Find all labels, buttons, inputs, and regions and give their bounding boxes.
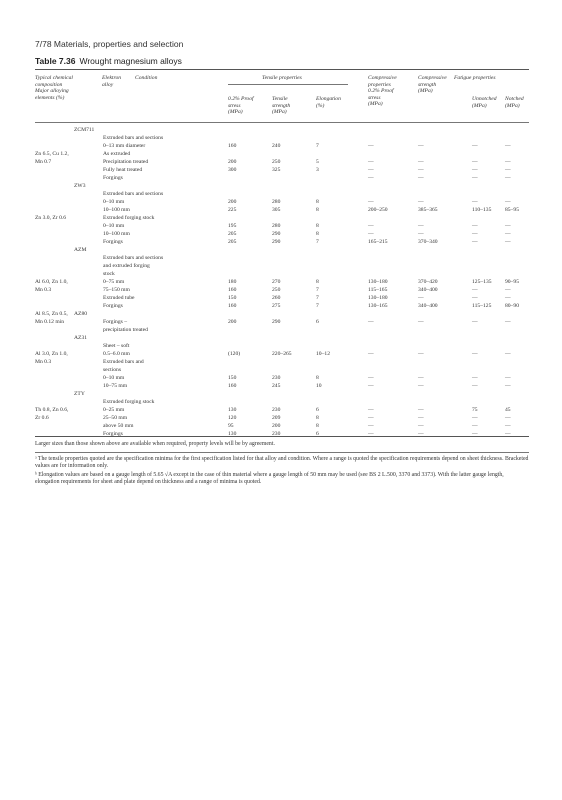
cell-uts: 200	[272, 423, 281, 429]
cell-proof: 160	[228, 303, 237, 309]
cell-un: —	[472, 383, 478, 389]
cell-cond: above 50 mm	[103, 423, 134, 429]
cell-un: —	[472, 375, 478, 381]
cell-el: 8	[316, 231, 319, 237]
cell-cps: 130–165	[368, 303, 388, 309]
header-composition-line: elements (%)	[35, 94, 65, 101]
header-compressive-line: 0.2% Proof	[368, 88, 394, 95]
cell-cond: Extruded forging stock	[103, 215, 155, 221]
cell-no: —	[505, 223, 511, 229]
header-compressive-line: stress	[368, 94, 381, 101]
table-row	[0, 278, 562, 286]
cell-no: —	[505, 143, 511, 149]
cell-cs: —	[418, 175, 424, 181]
cell-proof: 120	[228, 415, 237, 421]
cell-uts: 290	[272, 231, 281, 237]
table-caption: Wrought magnesium alloys	[79, 56, 182, 66]
header-comp-strength-line: (MPa)	[418, 88, 433, 95]
table-row	[0, 222, 562, 230]
cell-un: 110–135	[472, 207, 492, 213]
cell-cs: 385–365	[418, 207, 438, 213]
cell-comp: Al 6.0, Zn 1.0,	[35, 279, 68, 285]
table-row	[0, 334, 562, 342]
cell-un: —	[472, 199, 478, 205]
cell-el: 8	[316, 223, 319, 229]
cell-el: 7	[316, 295, 319, 301]
cell-cond: precipitation treated	[103, 327, 148, 333]
cell-el: 8	[316, 207, 319, 213]
header-proof-line: 0.2% Proof	[228, 96, 254, 102]
table-row	[0, 342, 562, 350]
cell-comp: Zn 6.5, Cu 1.2,	[35, 151, 69, 157]
table-row	[0, 198, 562, 206]
cell-cs: 340–400	[418, 287, 438, 293]
cell-cond: Extruded bars and sections	[103, 135, 164, 141]
table-row	[0, 134, 562, 142]
cell-no: —	[505, 167, 511, 173]
cell-cps: —	[368, 351, 374, 357]
notes-rule	[35, 452, 529, 453]
table-bottom-rule	[35, 436, 529, 437]
cell-comp: Al 8.5, Zn 0.5,	[35, 311, 68, 317]
cell-cps: —	[368, 199, 374, 205]
cell-proof: 225	[228, 207, 237, 213]
table-row	[0, 262, 562, 270]
cell-un: 125–135	[472, 279, 492, 285]
cell-cps: —	[368, 175, 374, 181]
header-unnotched-line: (MPa)	[472, 102, 487, 109]
cell-comp: Th 0.8, Zn 0.6,	[35, 407, 69, 413]
header-unnotched-line: Unnotched	[472, 96, 497, 102]
table-row	[0, 286, 562, 294]
cell-comp: Zn 3.0, Zr 0.6	[35, 215, 67, 221]
cell-no: —	[505, 159, 511, 165]
cell-el: 6	[316, 431, 319, 437]
cell-un: —	[472, 175, 478, 181]
cell-cond: 10–75 mm	[103, 383, 128, 389]
cell-proof: 200	[228, 199, 237, 205]
cell-cs: 370–340	[418, 239, 438, 245]
table-row	[0, 366, 562, 374]
cell-el: 7	[316, 303, 319, 309]
table-row	[0, 126, 562, 134]
cell-cond: Sheet – soft	[103, 343, 130, 349]
cell-proof: 130	[228, 431, 237, 437]
cell-cps: —	[368, 143, 374, 149]
cell-el: 7	[316, 239, 319, 245]
cell-no: —	[505, 239, 511, 245]
cell-cps: —	[368, 375, 374, 381]
cell-uts: 290	[272, 239, 281, 245]
table-row	[0, 254, 562, 262]
cell-cond: Fully heat treated	[103, 167, 143, 173]
cell-el: 8	[316, 423, 319, 429]
table-row	[0, 246, 562, 254]
cell-no: —	[505, 423, 511, 429]
cell-cps: —	[368, 423, 374, 429]
cell-cond: Extruded forging stock	[103, 399, 155, 405]
table-row	[0, 270, 562, 278]
header-designation-line: Elektron	[102, 75, 122, 81]
header-tensile-line: Tensile	[272, 96, 288, 102]
table-row	[0, 374, 562, 382]
note-a: ᵃ The tensile properties quoted are the specification minima for the first specification listed for that alloy and condition. Where a range is quoted the specification requirements depend on sheet thickness. Bracketed values are for information only.	[35, 456, 529, 470]
table-row	[0, 390, 562, 398]
cell-uts: 250	[272, 159, 281, 165]
cell-cs: —	[418, 407, 424, 413]
cell-cond: As extruded	[103, 151, 131, 157]
cell-comp: Mn 0.12 min	[35, 319, 65, 325]
cell-cps: —	[368, 223, 374, 229]
cell-proof: 200	[228, 319, 237, 325]
cell-un: —	[472, 239, 478, 245]
page-header: 7/78 Materials, properties and selection	[35, 39, 184, 49]
cell-no: —	[505, 415, 511, 421]
header-tensile-line: strength	[272, 102, 291, 109]
cell-el: 10–12	[316, 351, 330, 357]
cell-cs: —	[418, 375, 424, 381]
cell-uts: 220–265	[272, 351, 292, 357]
cell-proof: 130	[228, 407, 237, 413]
header-elongation-line: Elongation	[316, 96, 341, 102]
cell-uts: 250	[272, 287, 281, 293]
table-row	[0, 294, 562, 302]
cell-uts: 305	[272, 207, 281, 213]
cell-cs: 340–400	[418, 303, 438, 309]
cell-cs: —	[418, 199, 424, 205]
table-row	[0, 150, 562, 158]
cell-cond: sections	[103, 367, 122, 373]
note-intro: Larger sizes than those shown above are available when required, property levels will be by agreement.	[35, 441, 275, 447]
cell-uts: 230	[272, 375, 281, 381]
cell-cond: Precipitation treated	[103, 159, 149, 165]
table-row	[0, 174, 562, 182]
cell-alloy: AZ31	[74, 335, 88, 341]
cell-uts: 209	[272, 415, 281, 421]
tensile-group-rule	[228, 84, 348, 85]
cell-no: 85–95	[505, 207, 519, 213]
cell-cond: 10–100 mm	[103, 207, 130, 213]
cell-cps: —	[368, 431, 374, 437]
cell-cond: 75–150 mm	[103, 287, 130, 293]
header-condition-line: Condition	[135, 75, 158, 81]
header-compressive-line: properties	[368, 81, 391, 88]
cell-cps: —	[368, 167, 374, 173]
cell-el: 8	[316, 415, 319, 421]
cell-cs: —	[418, 231, 424, 237]
cell-un: 115–125	[472, 303, 492, 309]
table-row	[0, 158, 562, 166]
cell-alloy: AZM	[74, 247, 87, 253]
cell-no: 80–90	[505, 303, 519, 309]
cell-no: 45	[505, 407, 511, 413]
cell-un: —	[472, 223, 478, 229]
cell-proof: 300	[228, 167, 237, 173]
header-notched-line: (MPa)	[505, 102, 520, 109]
cell-no: —	[505, 199, 511, 205]
cell-uts: 325	[272, 167, 281, 173]
cell-cond: Forgings	[103, 239, 123, 245]
header-tensile-group: Tensile properties	[262, 75, 302, 81]
cell-el: 8	[316, 279, 319, 285]
cell-cond: Extruded bars and sections	[103, 191, 164, 197]
cell-cond: Forgings –	[103, 319, 127, 325]
table-row	[0, 310, 562, 318]
header-comp-strength-line: Compressive	[418, 75, 447, 81]
cell-el: 7	[316, 287, 319, 293]
cell-un: —	[472, 167, 478, 173]
cell-proof: 160	[228, 287, 237, 293]
table-row	[0, 166, 562, 174]
cell-el: 8	[316, 199, 319, 205]
cell-cs: —	[418, 423, 424, 429]
table-row	[0, 422, 562, 430]
cell-cps: 115–165	[368, 287, 388, 293]
cell-cps: 165–215	[368, 239, 388, 245]
cell-el: 6	[316, 407, 319, 413]
header-compressive-line: (MPa)	[368, 101, 383, 108]
cell-cond: 0–25 mm	[103, 407, 125, 413]
cell-uts: 260	[272, 295, 281, 301]
cell-un: —	[472, 159, 478, 165]
cell-proof: 205	[228, 231, 237, 237]
cell-proof: 160	[228, 383, 237, 389]
cell-un: —	[472, 143, 478, 149]
cell-cs: —	[418, 295, 424, 301]
cell-el: 5	[316, 159, 319, 165]
cell-proof: 160	[228, 143, 237, 149]
cell-cond: 25–50 mm	[103, 415, 128, 421]
header-comp-strength-line: strength	[418, 81, 437, 88]
cell-cond: Extruded bars and sections	[103, 255, 164, 261]
cell-cps: 130–180	[368, 279, 388, 285]
cell-cond: stock	[103, 271, 115, 277]
cell-cond: 0–13 mm diameter	[103, 143, 146, 149]
cell-no: —	[505, 431, 511, 437]
cell-comp: Al 3.0, Zn 1.0,	[35, 351, 68, 357]
cell-cps: —	[368, 231, 374, 237]
table-row	[0, 214, 562, 222]
cell-un: 75	[472, 407, 478, 413]
header-compressive-line: Compressive	[368, 75, 397, 81]
cell-un: —	[472, 319, 478, 325]
cell-no: —	[505, 351, 511, 357]
header-tensile-line: (MPa)	[272, 109, 287, 116]
header-fatigue-group: Fatigue properties	[454, 75, 496, 81]
cell-un: —	[472, 287, 478, 293]
table-title	[35, 56, 182, 66]
cell-no: —	[505, 383, 511, 389]
cell-cps: —	[368, 319, 374, 325]
cell-comp: Mn 0.3	[35, 287, 52, 293]
cell-uts: 245	[272, 383, 281, 389]
cell-uts: 230	[272, 431, 281, 437]
cell-comp: Mn 0.7	[35, 159, 52, 165]
table-row	[0, 382, 562, 390]
header-composition-line: composition	[35, 81, 63, 88]
table-row	[0, 230, 562, 238]
cell-comp: Mn 0.3	[35, 359, 52, 365]
cell-uts: 290	[272, 319, 281, 325]
cell-no: —	[505, 375, 511, 381]
cell-cps: —	[368, 415, 374, 421]
cell-un: —	[472, 415, 478, 421]
cell-proof: 200	[228, 159, 237, 165]
cell-cps: —	[368, 407, 374, 413]
cell-cs: —	[418, 415, 424, 421]
cell-el: 7	[316, 143, 319, 149]
table-row	[0, 350, 562, 358]
cell-cond: 0–10 mm	[103, 199, 125, 205]
cell-un: —	[472, 351, 478, 357]
note-b: ᵇ Elongation values are based on a gauge length of 5.65 √A except in the case of thin material where a gauge length of 50 mm may be used (see BS 2 L.500, 3370 and 3373). With the latter gauge length, elongation requirements for sheet and plate depend on thickness and a range of minima is quoted.	[35, 472, 504, 486]
cell-cond: Extruded tube	[103, 295, 135, 301]
cell-cond: Forgings	[103, 431, 123, 437]
cell-el: 3	[316, 167, 319, 173]
cell-un: —	[472, 295, 478, 301]
cell-el: 10	[316, 383, 322, 389]
cell-no: —	[505, 287, 511, 293]
cell-no: —	[505, 175, 511, 181]
cell-no: 90–95	[505, 279, 519, 285]
table-row	[0, 318, 562, 326]
header-notched-line: Notched	[505, 96, 524, 102]
table-row	[0, 398, 562, 406]
cell-cps: 130–180	[368, 295, 388, 301]
cell-cond: 10–100 mm	[103, 231, 130, 237]
cell-cond: Forgings	[103, 303, 123, 309]
cell-no: —	[505, 295, 511, 301]
cell-cond: Forgings	[103, 175, 123, 181]
cell-cps: —	[368, 383, 374, 389]
table-row	[0, 414, 562, 422]
cell-proof: 205	[228, 239, 237, 245]
cell-cs: —	[418, 143, 424, 149]
header-elongation-line: (%)	[316, 102, 325, 109]
cell-cond: 0–10 mm	[103, 223, 125, 229]
cell-uts: 240	[272, 143, 281, 149]
header-proof-line: stress	[228, 102, 241, 109]
cell-uts: 280	[272, 223, 281, 229]
cell-cs: —	[418, 431, 424, 437]
cell-uts: 275	[272, 303, 281, 309]
cell-comp: Zr 0.6	[35, 415, 49, 421]
table-row	[0, 302, 562, 310]
cell-un: —	[472, 431, 478, 437]
table-top-rule	[35, 69, 529, 70]
table-row	[0, 406, 562, 414]
cell-cs: —	[418, 167, 424, 173]
cell-el: 8	[316, 375, 319, 381]
table-row	[0, 206, 562, 214]
table-label: Table 7.36	[35, 56, 76, 66]
cell-uts: 270	[272, 279, 281, 285]
cell-el: 6	[316, 319, 319, 325]
cell-proof: 150	[228, 295, 237, 301]
cell-uts: 280	[272, 199, 281, 205]
cell-no: —	[505, 231, 511, 237]
header-bottom-rule	[35, 122, 529, 123]
table-row	[0, 326, 562, 334]
cell-cond: 0.5–6.0 mm	[103, 351, 130, 357]
cell-cond: 0–10 mm	[103, 375, 125, 381]
cell-cs: —	[418, 223, 424, 229]
cell-cs: —	[418, 383, 424, 389]
table-row	[0, 142, 562, 150]
cell-proof: 150	[228, 375, 237, 381]
header-composition-line: Typical chemical	[35, 75, 73, 81]
cell-alloy: ZW3	[74, 183, 86, 189]
table-row	[0, 358, 562, 366]
cell-alloy: ZCM711	[74, 127, 95, 133]
cell-proof: (120)	[228, 351, 241, 357]
cell-cs: —	[418, 319, 424, 325]
header-proof-line: (MPa)	[228, 109, 243, 116]
cell-cond: Extruded bars and	[103, 359, 144, 365]
cell-cps: 200–250	[368, 207, 388, 213]
cell-uts: 230	[272, 407, 281, 413]
cell-cs: —	[418, 351, 424, 357]
cell-cs: 370–420	[418, 279, 438, 285]
cell-no: —	[505, 319, 511, 325]
header-designation-line: alloy	[102, 81, 114, 88]
cell-proof: 195	[228, 223, 237, 229]
cell-cps: —	[368, 159, 374, 165]
table-row	[0, 190, 562, 198]
cell-proof: 95	[228, 423, 234, 429]
table-row	[0, 182, 562, 190]
cell-un: —	[472, 423, 478, 429]
cell-cs: —	[418, 159, 424, 165]
cell-alloy: ZTY	[74, 391, 85, 397]
cell-proof: 180	[228, 279, 237, 285]
cell-un: —	[472, 231, 478, 237]
cell-cond: and extruded forging	[103, 263, 150, 269]
table-row	[0, 238, 562, 246]
cell-cond: 0–75 mm	[103, 279, 125, 285]
header-composition-line: Major alloying	[35, 88, 69, 95]
cell-alloy: AZ80	[74, 311, 88, 317]
